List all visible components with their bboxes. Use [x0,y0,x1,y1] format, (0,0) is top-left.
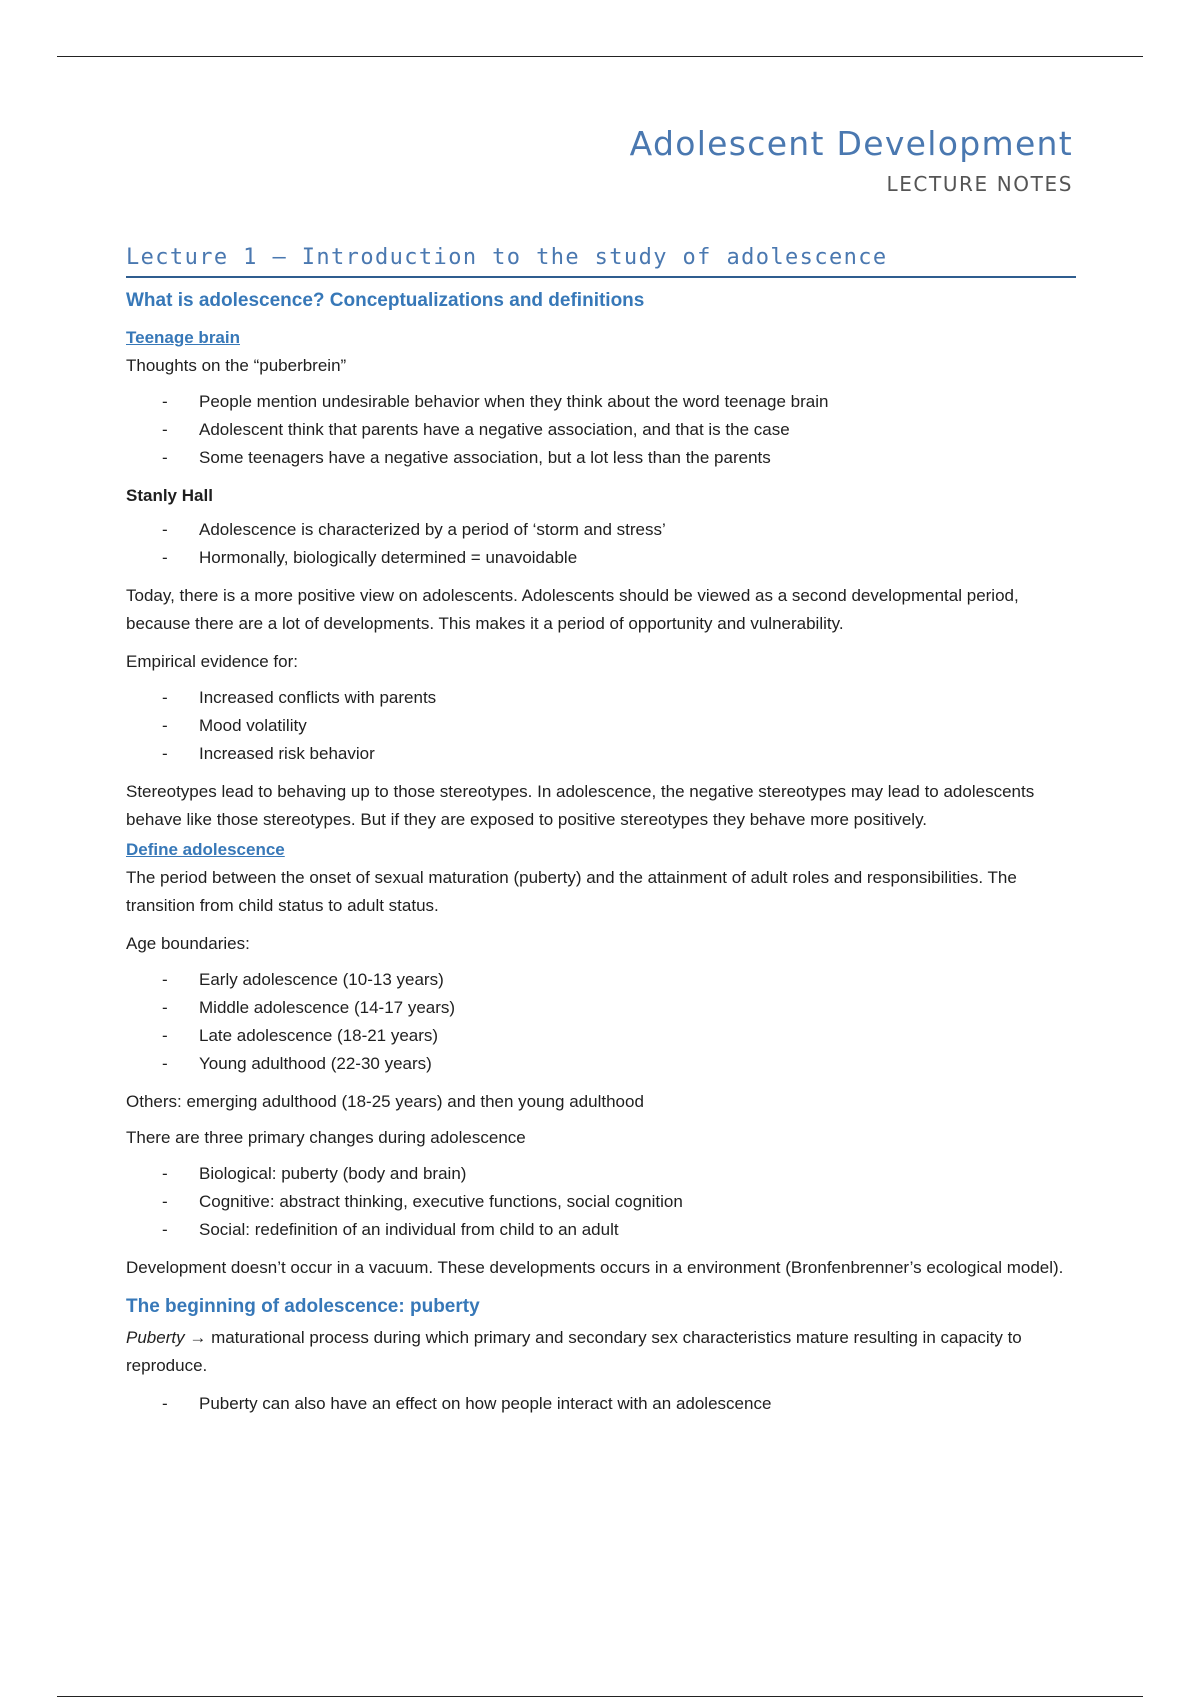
paragraph-puberty-definition: Puberty → maturational process during which primary and secondary sex characteristics mature resulting in capacity to reproduce. [126,1328,1022,1375]
list-empirical [126,684,1076,768]
dash-bullet: - [162,1054,168,1073]
dash-bullet: - [162,1164,168,1183]
list-puberty [126,1390,1076,1418]
puberty-term: Puberty [126,1328,185,1347]
subheading-stanly-hall: Stanly Hall [126,486,213,505]
list-item: - Increased conflicts with parents [126,684,1076,712]
subheading-teenage-brain: Teenage brain [126,328,240,347]
list-item: - Increased risk behavior [126,740,1076,768]
list-teenage-brain [126,388,1076,472]
list-item: - Social: redefinition of an individual from child to an adult [126,1216,1076,1244]
subheading-define-adolescence: Define adolescence [126,840,285,859]
list-primary-changes [126,1160,1076,1244]
list-item: - Hormonally, biologically determined = unavoidable [126,544,1076,572]
list-item: - Puberty can also have an effect on how people interact with an adolescence [126,1390,1076,1418]
dash-bullet: - [162,1026,168,1045]
document-subtitle: LECTURE NOTES [886,172,1073,196]
list-stanly-hall [126,516,1076,572]
dash-bullet: - [162,744,168,763]
list-item: - People mention undesirable behavior when they think about the word teenage brain [126,388,1076,416]
dash-bullet: - [162,998,168,1017]
dash-bullet: - [162,716,168,735]
paragraph-age-intro: Age boundaries: [126,934,250,953]
dash-bullet: - [162,448,168,467]
list-item: - Late adolescence (18-21 years) [126,1022,1076,1050]
dash-bullet: - [162,970,168,989]
list-item: - Adolescent think that parents have a negative association, and that is the case [126,416,1076,444]
section-heading-puberty: The beginning of adolescence: puberty [126,1296,480,1317]
footer-rule [57,1696,1143,1697]
list-item: - Cognitive: abstract thinking, executive functions, social cognition [126,1188,1076,1216]
paragraph-define: The period between the onset of sexual maturation (puberty) and the attainment of adult roles and responsibilities. The transition from child status to adult status. [126,868,1017,915]
list-item: - Middle adolescence (14-17 years) [126,994,1076,1022]
paragraph-empirical-intro: Empirical evidence for: [126,652,298,671]
list-item: - Mood volatility [126,712,1076,740]
dash-bullet: - [162,548,168,567]
list-item: - Some teenagers have a negative association, but a lot less than the parents [126,444,1076,472]
dash-bullet: - [162,392,168,411]
document-title: Adolescent Development [629,124,1073,163]
dash-bullet: - [162,520,168,539]
header-rule [57,56,1143,57]
arrow-icon: → [189,1328,207,1347]
lecture-heading: Lecture 1 – Introduction to the study of adolescence [126,244,1076,278]
list-age-boundaries [126,966,1076,1078]
paragraph-today: Today, there is a more positive view on adolescents. Adolescents should be viewed as a second developmental period, because there are a lot of developments. This makes it a period of opportunity and vulnerability. [126,586,1019,633]
paragraph-vacuum: Development doesn’t occur in a vacuum. These developments occurs in a environment (Bronfenbrenner’s ecological model). [126,1258,1064,1277]
paragraph-others: Others: emerging adulthood (18-25 years) and then young adulthood [126,1092,644,1111]
dash-bullet: - [162,688,168,707]
dash-bullet: - [162,420,168,439]
list-item: - Early adolescence (10-13 years) [126,966,1076,994]
paragraph-changes-intro: There are three primary changes during adolescence [126,1128,526,1147]
section-heading-what-is-adolescence: What is adolescence? Conceptualizations and definitions [126,290,645,311]
dash-bullet: - [162,1220,168,1239]
list-item: - Adolescence is characterized by a period of ‘storm and stress’ [126,516,1076,544]
dash-bullet: - [162,1394,168,1413]
list-item: - Young adulthood (22-30 years) [126,1050,1076,1078]
list-item: - Biological: puberty (body and brain) [126,1160,1076,1188]
paragraph-puberbrein: Thoughts on the “puberbrein” [126,356,347,375]
paragraph-stereotypes: Stereotypes lead to behaving up to those stereotypes. In adolescence, the negative stereotypes may lead to adolescents behave like those stereotypes. But if they are exposed to positive stereotypes they behave more positively. [126,782,1035,829]
dash-bullet: - [162,1192,168,1211]
document-body [126,244,1076,1428]
